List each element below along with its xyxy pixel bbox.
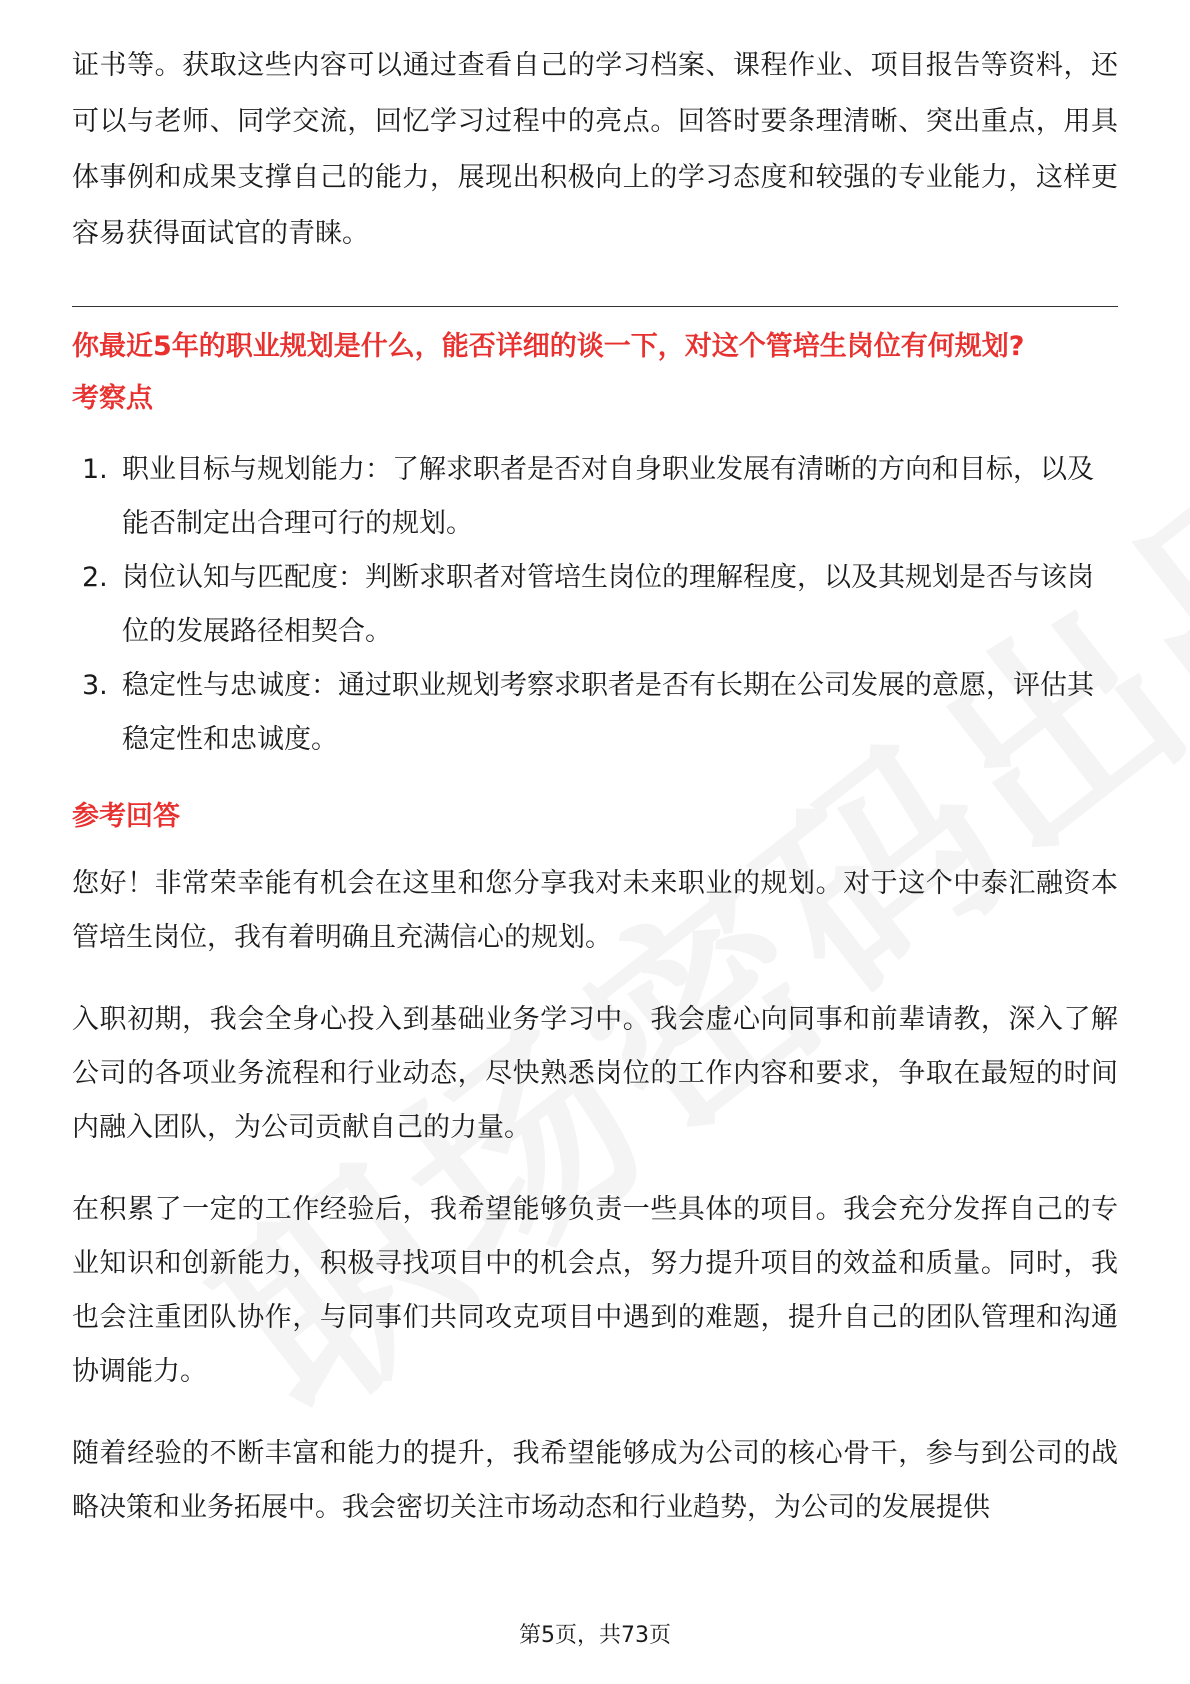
- focus-label: 考察点: [72, 383, 153, 414]
- intro-paragraph: 证书等。获取这些内容可以通过查看自己的学习档案、课程作业、项目报告等资料，还可以与老师、同学交流，回忆学习过程中的亮点。回答时要条理清晰、突出重点，用具体事例和成果支撑自己的能力，展现出积极向上的学习态度和较强的专业能力，这样更容易获得面试官的青睐。: [72, 50, 1118, 249]
- focus-point-item: [72, 551, 1118, 659]
- page-content: [72, 38, 1118, 1563]
- question-heading: 你最近5年的职业规划是什么，能否详细的谈一下，对这个管培生岗位有何规划?: [72, 331, 1025, 362]
- focus-point-number: 2.: [82, 562, 108, 593]
- answer-label: 参考回答: [72, 801, 180, 832]
- answer-paragraph: 随着经验的不断丰富和能力的提升，我希望能够成为公司的核心骨干，参与到公司的战略决策和业务拓展中。我会密切关注市场动态和行业趋势，为公司的发展提供: [72, 1438, 1118, 1523]
- focus-points-list: [72, 443, 1118, 767]
- answer-paragraph: 在积累了一定的工作经验后，我希望能够负责一些具体的项目。我会充分发挥自己的专业知识和创新能力，积极寻找项目中的机会点，努力提升项目的效益和质量。同时，我也会注重团队协作，与同事们共同攻克项目中遇到的难题，提升自己的团队管理和沟通协调能力。: [72, 1194, 1118, 1387]
- answer-paragraph: 入职初期，我会全身心投入到基础业务学习中。我会虚心向同事和前辈请教，深入了解公司的各项业务流程和行业动态，尽快熟悉岗位的工作内容和要求，争取在最短的时间内融入团队，为公司贡献自己的力量。: [72, 1004, 1118, 1143]
- section-divider: [72, 306, 1118, 307]
- focus-point-text: 稳定性与忠诚度：通过职业规划考察求职者是否有长期在公司发展的意愿，评估其稳定性和忠诚度。: [122, 670, 1094, 755]
- page-number-footer: 第5页，共73页: [519, 1623, 671, 1648]
- focus-point-text: 职业目标与规划能力：了解求职者是否对自身职业发展有清晰的方向和目标，以及能否制定出合理可行的规划。: [122, 454, 1094, 539]
- answer-paragraph: 您好！非常荣幸能有机会在这里和您分享我对未来职业的规划。对于这个中泰汇融资本管培生岗位，我有着明确且充满信心的规划。: [72, 868, 1118, 953]
- focus-point-number: 3.: [82, 670, 108, 701]
- focus-point-item: [72, 659, 1118, 767]
- focus-point-item: [72, 443, 1118, 551]
- focus-point-number: 1.: [82, 454, 108, 485]
- focus-point-text: 岗位认知与匹配度：判断求职者对管培生岗位的理解程度，以及其规划是否与该岗位的发展路径相契合。: [122, 562, 1094, 647]
